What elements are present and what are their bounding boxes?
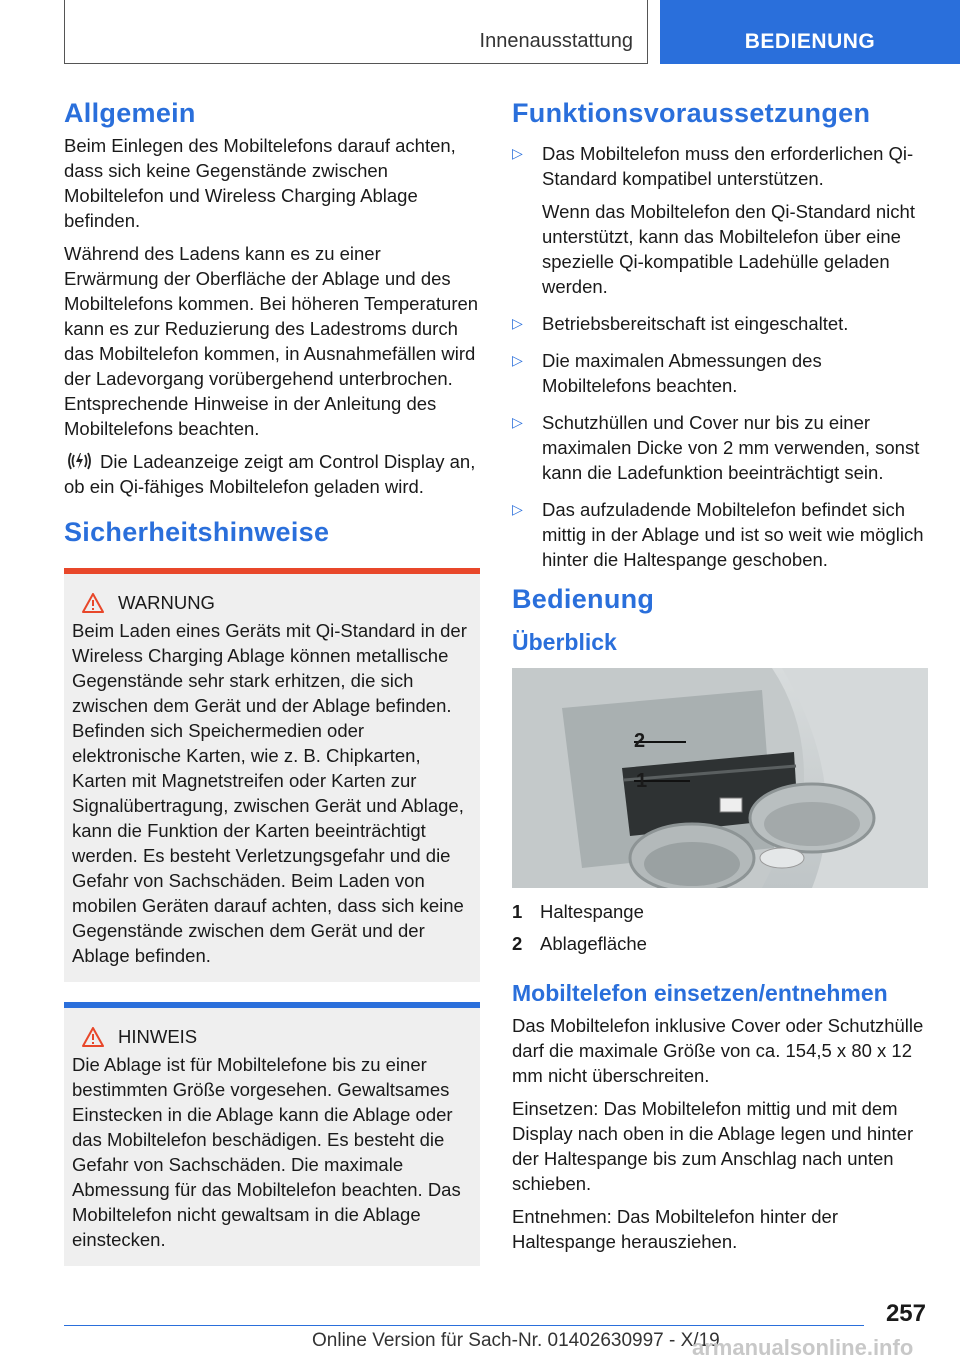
section-title: Innenausstattung <box>479 30 633 52</box>
hint-label: HINWEIS <box>118 1026 198 1047</box>
right-column <box>512 98 928 1262</box>
footer-online-version: Online Version für Sach-Nr. 01402630997 - X/19 <box>312 1330 720 1351</box>
triangle-bullet-icon: ▷ <box>512 315 523 331</box>
figure-legend <box>512 896 928 960</box>
warning-header <box>72 592 472 614</box>
left-column <box>64 98 480 1286</box>
wireless-charging-icon <box>64 450 94 472</box>
heading-einsetzen: Mobiltelefon einsetzen/entnehmen <box>512 980 888 1006</box>
footer-divider <box>64 1325 864 1326</box>
paragraph-einsetzen-2: Einsetzen: Das Mobiltelefon mittig und mit dem Display nach oben in die Ablage legen und hinter der Haltespange bis zum Anschlag nach unten schieben. <box>512 1098 914 1194</box>
triangle-bullet-icon: ▷ <box>512 414 523 430</box>
triangle-bullet-icon: ▷ <box>512 501 523 517</box>
paragraph-allgemein-1: Beim Einlegen des Mobiltelefons darauf achten, dass sich keine Gegenstände zwischen Mobiltelefon und Wireless Charging Ablage befinden. <box>64 135 456 231</box>
warning-label: WARNUNG <box>118 592 215 613</box>
list-item: ▷ Das Mobiltelefon muss den erforderlichen Qi-Standard kompatibel unterstützen. Wenn das Mobiltelefon den Qi-Standard nicht unterstützt, kann das Mobiltelefon über eine spezielle Qi-kompatible Ladehülle geladen werden. <box>512 143 915 297</box>
list-item: ▷ Betriebsbereitschaft ist eingeschaltet. <box>512 313 849 334</box>
caution-triangle-icon <box>82 1027 104 1047</box>
charging-indicator-paragraph <box>64 449 480 499</box>
hint-header <box>72 1026 472 1048</box>
hint-box <box>64 1002 480 1266</box>
page-number: 257 <box>885 1300 926 1327</box>
heading-funktion: Funktionsvoraussetzungen <box>512 98 871 128</box>
header-frame <box>64 0 648 64</box>
paragraph-einsetzen-3: Entnehmen: Das Mobiltelefon hinter der Haltespange herausziehen. <box>512 1206 838 1252</box>
warning-triangle-icon <box>82 593 104 613</box>
warning-box <box>64 568 480 982</box>
paragraph-allgemein-3: Die Ladeanzeige zeigt am Control Display an, ob ein Qi-fähiges Mobiltelefon geladen wird. <box>64 451 476 497</box>
paragraph-allgemein-2: Während des Ladens kann es zu einer Erwärmung der Oberfläche der Ablage und des Mobiltelefons kommen. Bei höheren Temperaturen kann es zur Reduzierung des Ladestroms durch das Mobiltelefon kommen, in Ausnahmefällen wird der Ladevorgang vorübergehend unterbrochen. Entsprechende Hinweise in der Anleitung des Mobiltelefons beachten. <box>64 243 479 439</box>
heading-bedienung: Bedienung <box>512 584 655 614</box>
figure-label-2: 2 <box>634 730 646 752</box>
heading-sicherheit: Sicherheitshinweise <box>64 517 330 547</box>
triangle-bullet-icon: ▷ <box>512 145 523 161</box>
requirements-list <box>512 141 928 572</box>
watermark: armanualsonline.info <box>692 1335 914 1360</box>
list-item: ▷ Schutzhüllen und Cover nur bis zu einer maximalen Dicke von 2 mm verwenden, sonst kann die Ladefunktion beeinträchtigt sein. <box>512 412 920 483</box>
heading-ueberblick: Überblick <box>512 629 617 655</box>
hint-text: Die Ablage ist für Mobiltelefone bis zu einer bestimmten Größe vorgesehen. Gewaltsames Einstecken in die Ablage kann die Ablage oder das Mobiltelefon beschädigen. Es besteht die Gefahr von Sachschäden. Die maximale Abmessung für das Mobiltelefon beachten. Das Mobiltelefon nicht gewaltsam in die Ablage einstecken. <box>72 1054 461 1250</box>
legend-row: 2 Ablagefläche <box>512 933 647 954</box>
chapter-tab[interactable]: BEDIENUNG <box>660 0 960 64</box>
overview-illustration <box>512 668 928 888</box>
list-item: ▷ Die maximalen Abmessungen des Mobiltelefons beachten. <box>512 350 822 396</box>
paragraph-einsetzen-1: Das Mobiltelefon inklusive Cover oder Schutzhülle darf die maximale Größe von ca. 154,5 x 80 x 12 mm nicht überschreiten. <box>512 1015 924 1086</box>
warning-text: Beim Laden eines Geräts mit Qi-Standard in der Wireless Charging Ablage können metallische Gegenstände sehr stark erhitzen, die sich zwischen dem Gerät und der Ablage befinden. Befinden sich Speichermedien oder elektronische Karten, wie z. B. Chipkarten, Karten mit Magnetstreifen oder Karten zur Signalübertragung, zwischen Gerät und Ablage, kann die Funktion der Karten beeinträchtigt werden. Es besteht Verletzungsgefahr und die Gefahr von Sachschäden. Beim Laden von mobilen Geräten darauf achten, dass sich keine Gegenstände zwischen dem Gerät und der Ablage befinden. <box>72 620 467 966</box>
triangle-bullet-icon: ▷ <box>512 352 523 368</box>
figure-label-1: 1 <box>636 770 648 792</box>
list-item: ▷ Das aufzuladende Mobiltelefon befindet sich mittig in der Ablage und ist so weit wie möglich hinter die Haltespange geschoben. <box>512 499 924 570</box>
heading-allgemein: Allgemein <box>64 98 196 128</box>
legend-row: 1 Haltespange <box>512 901 644 922</box>
